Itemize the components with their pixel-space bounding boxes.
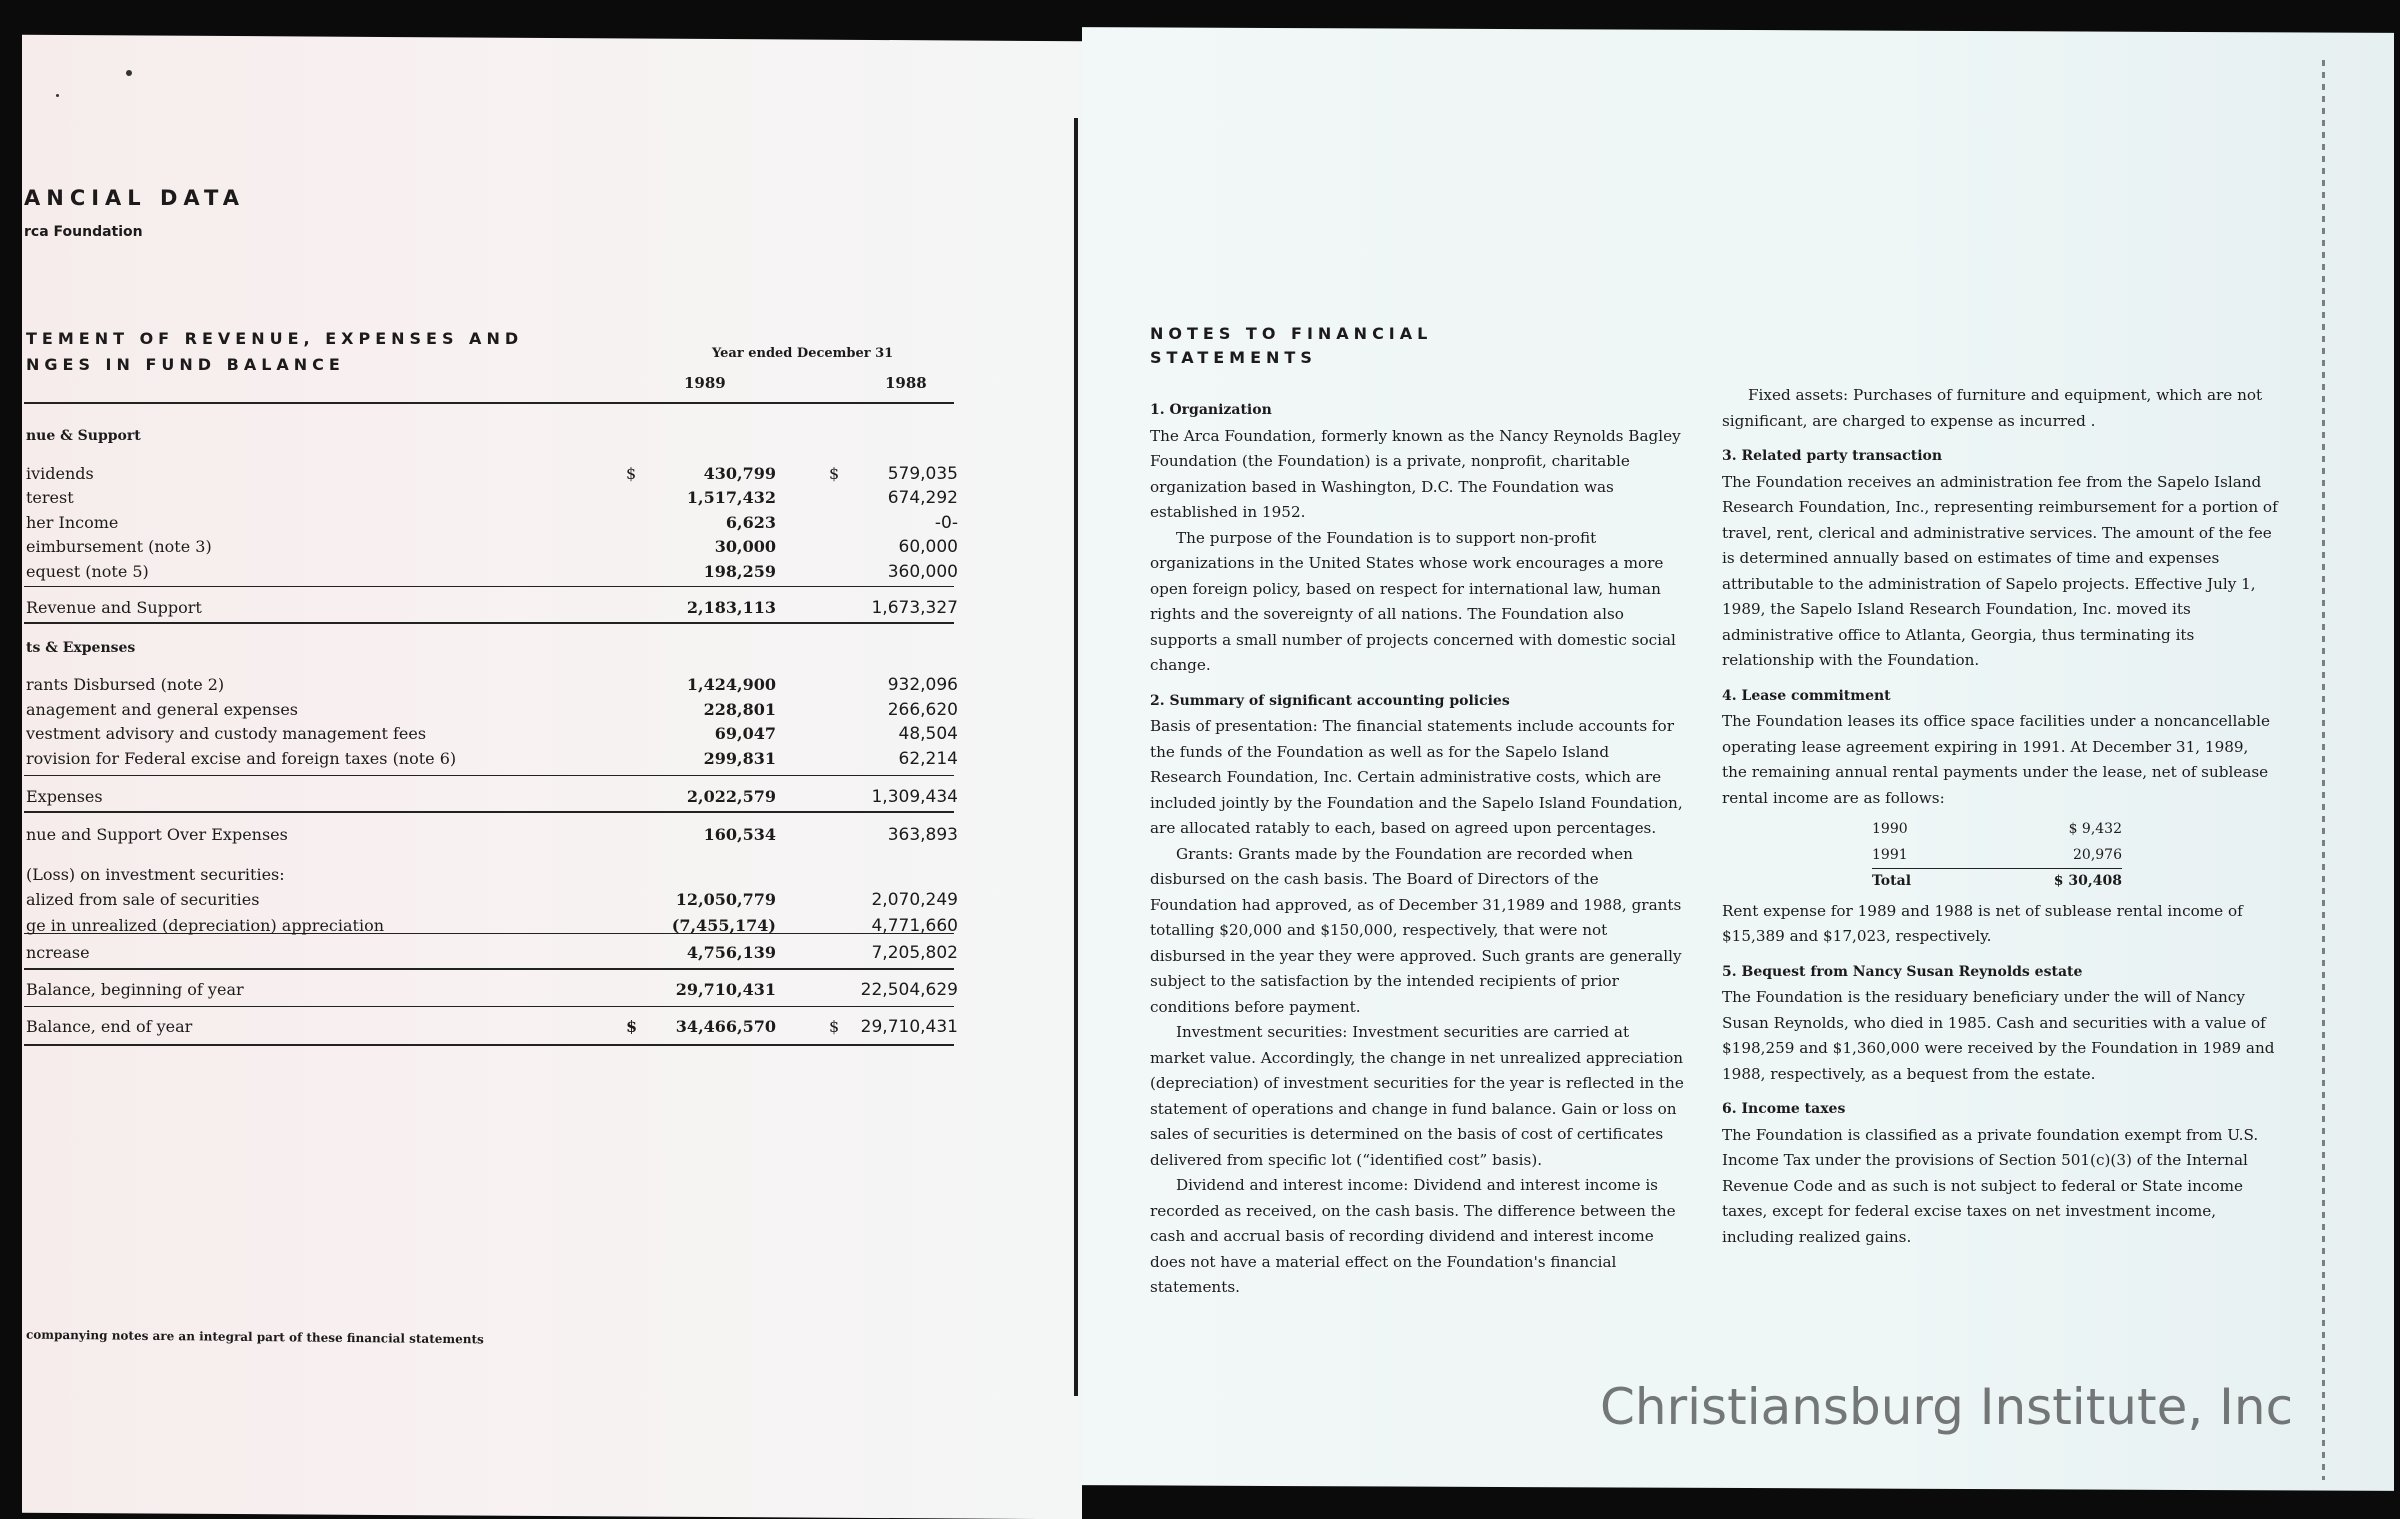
footnote: companying notes are an integral part of these financial statements [25,1327,484,1347]
currency-symbol: $ [626,1017,638,1036]
statement-title-line: TEMENT OF REVENUE, EXPENSES AND [26,329,524,348]
value-1988: 48,504 [898,724,958,744]
row-label: equest (note 5) [26,562,149,581]
note-heading: 2. Summary of significant accounting policies [1150,692,1510,709]
table-row [26,700,956,724]
notes-title-line: STATEMENTS [1150,348,1317,367]
value-1989: 299,831 [703,749,776,768]
table-row [26,865,956,889]
table-row [26,724,956,748]
note-paragraph: Basis of presentation: The financial statements include accounts for the funds of the Foundation as well as for the Sapelo Island Research Foundation, Inc. Certain administrative costs, which are included jointly by the Foundation and the Sapelo Island Foundation, are allocated ratably to each, based on agreed upon percentages. [1150,717,1683,837]
note-paragraph: The purpose of the Foundation is to support non-profit organizations in the United States whose work encourages a more open foreign policy, based on respect for international law, human rights and the sovereignty of all nations. The Foundation also supports a small number of projects concerned with domestic social change. [1150,528,1676,674]
value-1988: 266,620 [887,700,958,720]
table-row [26,598,956,622]
row-label: Expenses [26,787,103,806]
table-row [26,537,956,561]
watermark: Christiansburg Institute, Inc [1600,1378,2294,1436]
value-1988: 363,893 [887,825,958,845]
table-row [26,428,956,452]
value-1988: 360,000 [887,562,958,582]
value-1989: 1,517,432 [686,488,776,507]
value-1989: 198,259 [703,562,776,581]
row-label: Revenue and Support [26,598,202,617]
value-1989: 69,047 [714,724,776,743]
value-1988: 4,771,660 [871,916,958,936]
table-row [26,464,956,488]
table-rule [24,586,954,587]
value-1989: 1,424,900 [686,675,776,694]
table-row [26,825,956,849]
value-1988: 674,292 [887,488,958,508]
value-1988: 7,205,802 [871,943,958,963]
notes-title [1150,322,1432,370]
value-1989: 160,534 [703,825,776,844]
statement-title-line: NGES IN FUND BALANCE [26,355,345,374]
currency-symbol: $ [829,464,840,483]
note-heading: 1. Organization [1150,402,1272,418]
year-caption: Year ended December 31 [712,346,894,361]
notes-column-right [1722,383,2278,1250]
table-rule [24,968,954,970]
value-1988: 1,673,327 [871,598,958,618]
statement-title [26,326,523,378]
row-label: nue and Support Over Expenses [26,825,288,844]
page-title: ANCIAL DATA [24,186,245,210]
table-row [26,488,956,512]
left-page [22,35,1082,1519]
table-rule [24,775,954,776]
note-heading: 6. Income taxes [1722,1101,1846,1117]
value-1988: 1,309,434 [871,787,958,807]
value-1988: 932,096 [887,675,958,695]
lease-row [1872,843,2122,869]
table-row [26,943,956,967]
table-row [26,562,956,586]
row-label: anagement and general expenses [26,700,298,719]
table-row [26,675,956,699]
row-label: ividends [26,464,94,483]
value-1988: 60,000 [898,537,958,557]
value-1989: 2,183,113 [686,598,776,617]
table-rule [24,811,954,813]
note-heading: 4. Lease commitment [1722,687,1891,704]
lease-year: 1990 [1872,821,1908,837]
notes-column-left [1150,388,1684,1301]
column-header-1989: 1989 [684,374,726,392]
lease-amount: $ 9,432 [2068,821,2122,837]
note-paragraph: The Foundation is the residuary beneficiary under the will of Nancy Susan Reynolds, who died in 1985. Cash and securities with a value of $198,259 and $1,360,000 were received by the Foundation in 1989 and 1988, respectively, as a bequest from the estate. [1722,988,2275,1083]
section-heading: ts & Expenses [26,640,136,656]
note-paragraph: Investment securities: Investment securities are carried at market value. Accordingly, the change in net unrealized appreciation (depreciation) of investment securities for the year is reflected in the statement of operations and change in fund balance. Gain or loss on sales of securities is determined on the basis of cost of certificates delivered from specific lot (“identified cost” basis). [1150,1023,1684,1169]
row-label: ge in unrealized (depreciation) appreciation [26,916,385,935]
value-1988: 22,504,629 [860,980,958,1000]
value-1988: 579,035 [887,464,958,484]
table-rule [24,1006,954,1007]
row-label: her Income [26,513,119,532]
value-1988: 2,070,249 [871,890,958,910]
row-label: Balance, end of year [26,1017,193,1036]
lease-table [1872,817,2122,895]
note-paragraph: The Foundation is classified as a private foundation exempt from U.S. Income Tax under the provisions of Section 501(c)(3) of the Internal Revenue Code and as such is not subject to federal or State income taxes, except for federal excise taxes on net investment income, including realized gains. [1722,1125,2259,1246]
table-row [26,513,956,537]
table-row [26,787,956,811]
value-1989: 430,799 [703,464,776,483]
table-row [26,916,956,940]
currency-symbol: $ [626,464,637,483]
row-label: rants Disbursed (note 2) [26,675,225,694]
lease-row [1872,817,2122,843]
note-paragraph: Fixed assets: Purchases of furniture and equipment, which are not significant, are charged to expense as incurred . [1722,386,2263,430]
value-1988: 62,214 [898,749,958,769]
note-paragraph: Rent expense for 1989 and 1988 is net of sublease rental income of $15,389 and $17,023, respectively. [1722,901,2243,945]
note-paragraph: Dividend and interest income: Dividend and interest income is recorded as received, on the cash basis. The difference between the cash and accrual basis of recording dividend and interest income does not have a material effect on the Foundation's financial statements. [1150,1176,1676,1296]
column-header-1988: 1988 [885,374,927,392]
row-label: (Loss) on investment securities: [26,865,285,884]
value-1988: -0- [934,513,958,533]
table-rule [24,402,954,404]
table-row [26,890,956,914]
note-heading: 5. Bequest from Nancy Susan Reynolds estate [1722,963,2083,980]
value-1989: 2,022,579 [686,787,776,806]
value-1989: 29,710,431 [675,980,776,999]
organization-name: rca Foundation [24,224,143,240]
note-paragraph: The Foundation receives an administration fee from the Sapelo Island Research Foundation, Inc., representing reimbursement for a portion of travel, rent, clerical and administrative services. The amount of the fee is determined annually based on estimates of time and expenses attributable to the administration of Sapelo projects. Effective July 1, 1989, the Sapelo Island Research Foundation, Inc. moved its administrative office to Atlanta, Georgia, thus terminating its relationship with the Foundation. [1722,472,2278,669]
lease-total-label: Total [1872,869,2012,895]
currency-symbol: $ [829,1017,840,1036]
row-label: eimbursement (note 3) [26,537,212,556]
speck [56,94,59,97]
row-label: vestment advisory and custody management fees [26,724,427,743]
row-label: ncrease [26,943,90,962]
table-rule [24,1044,954,1046]
note-paragraph: Grants: Grants made by the Foundation are recorded when disbursed on the cash basis. The Board of Directors of the Foundation had approved, as of December 31,1989 and 1988, grants totalling $20,000 and $150,000, respectively, that were not disbursed in the year they were approved. Such grants are generally subject to the satisfaction by the intended recipients of prior conditions before payment. [1150,844,1682,1016]
row-label: Balance, beginning of year [26,980,244,999]
row-label: rovision for Federal excise and foreign taxes (note 6) [26,749,457,768]
table-row [26,640,956,664]
notes-title-line: NOTES TO FINANCIAL [1150,324,1433,343]
page-edge [2322,60,2325,1480]
note-paragraph: The Foundation leases its office space facilities under a noncancellable operating lease agreement expiring in 1991. At December 31, 1989, the remaining annual rental payments under the lease, net of sublease rental income are as follows: [1722,712,2270,807]
lease-year: 1991 [1872,846,1908,863]
value-1989: 228,801 [703,700,776,719]
section-heading: nue & Support [26,428,141,444]
value-1989: 30,000 [714,537,776,556]
center-fold [1074,118,1078,1396]
value-1989: 6,623 [725,513,776,532]
row-label: alized from sale of securities [26,890,260,909]
speck [126,70,132,76]
row-label: terest [26,488,74,507]
table-row [26,980,956,1004]
table-row [26,749,956,773]
lease-total-row [1872,869,2122,895]
value-1989: 12,050,779 [675,890,776,909]
note-heading: 3. Related party transaction [1722,448,1943,464]
table-rule [24,622,954,624]
value-1989: 34,466,570 [675,1017,776,1036]
table-row [26,1017,956,1041]
note-paragraph: The Arca Foundation, formerly known as the Nancy Reynolds Bagley Foundation (the Foundation) is a private, nonprofit, charitable organization based in Washington, D.C. The Foundation was established in 1952. [1150,426,1681,521]
lease-amount: 20,976 [2073,846,2122,863]
lease-total-amount: $ 30,408 [2012,869,2122,895]
value-1988: 29,710,431 [860,1017,958,1037]
value-1989: (7,455,174) [671,916,776,935]
value-1989: 4,756,139 [686,943,776,962]
